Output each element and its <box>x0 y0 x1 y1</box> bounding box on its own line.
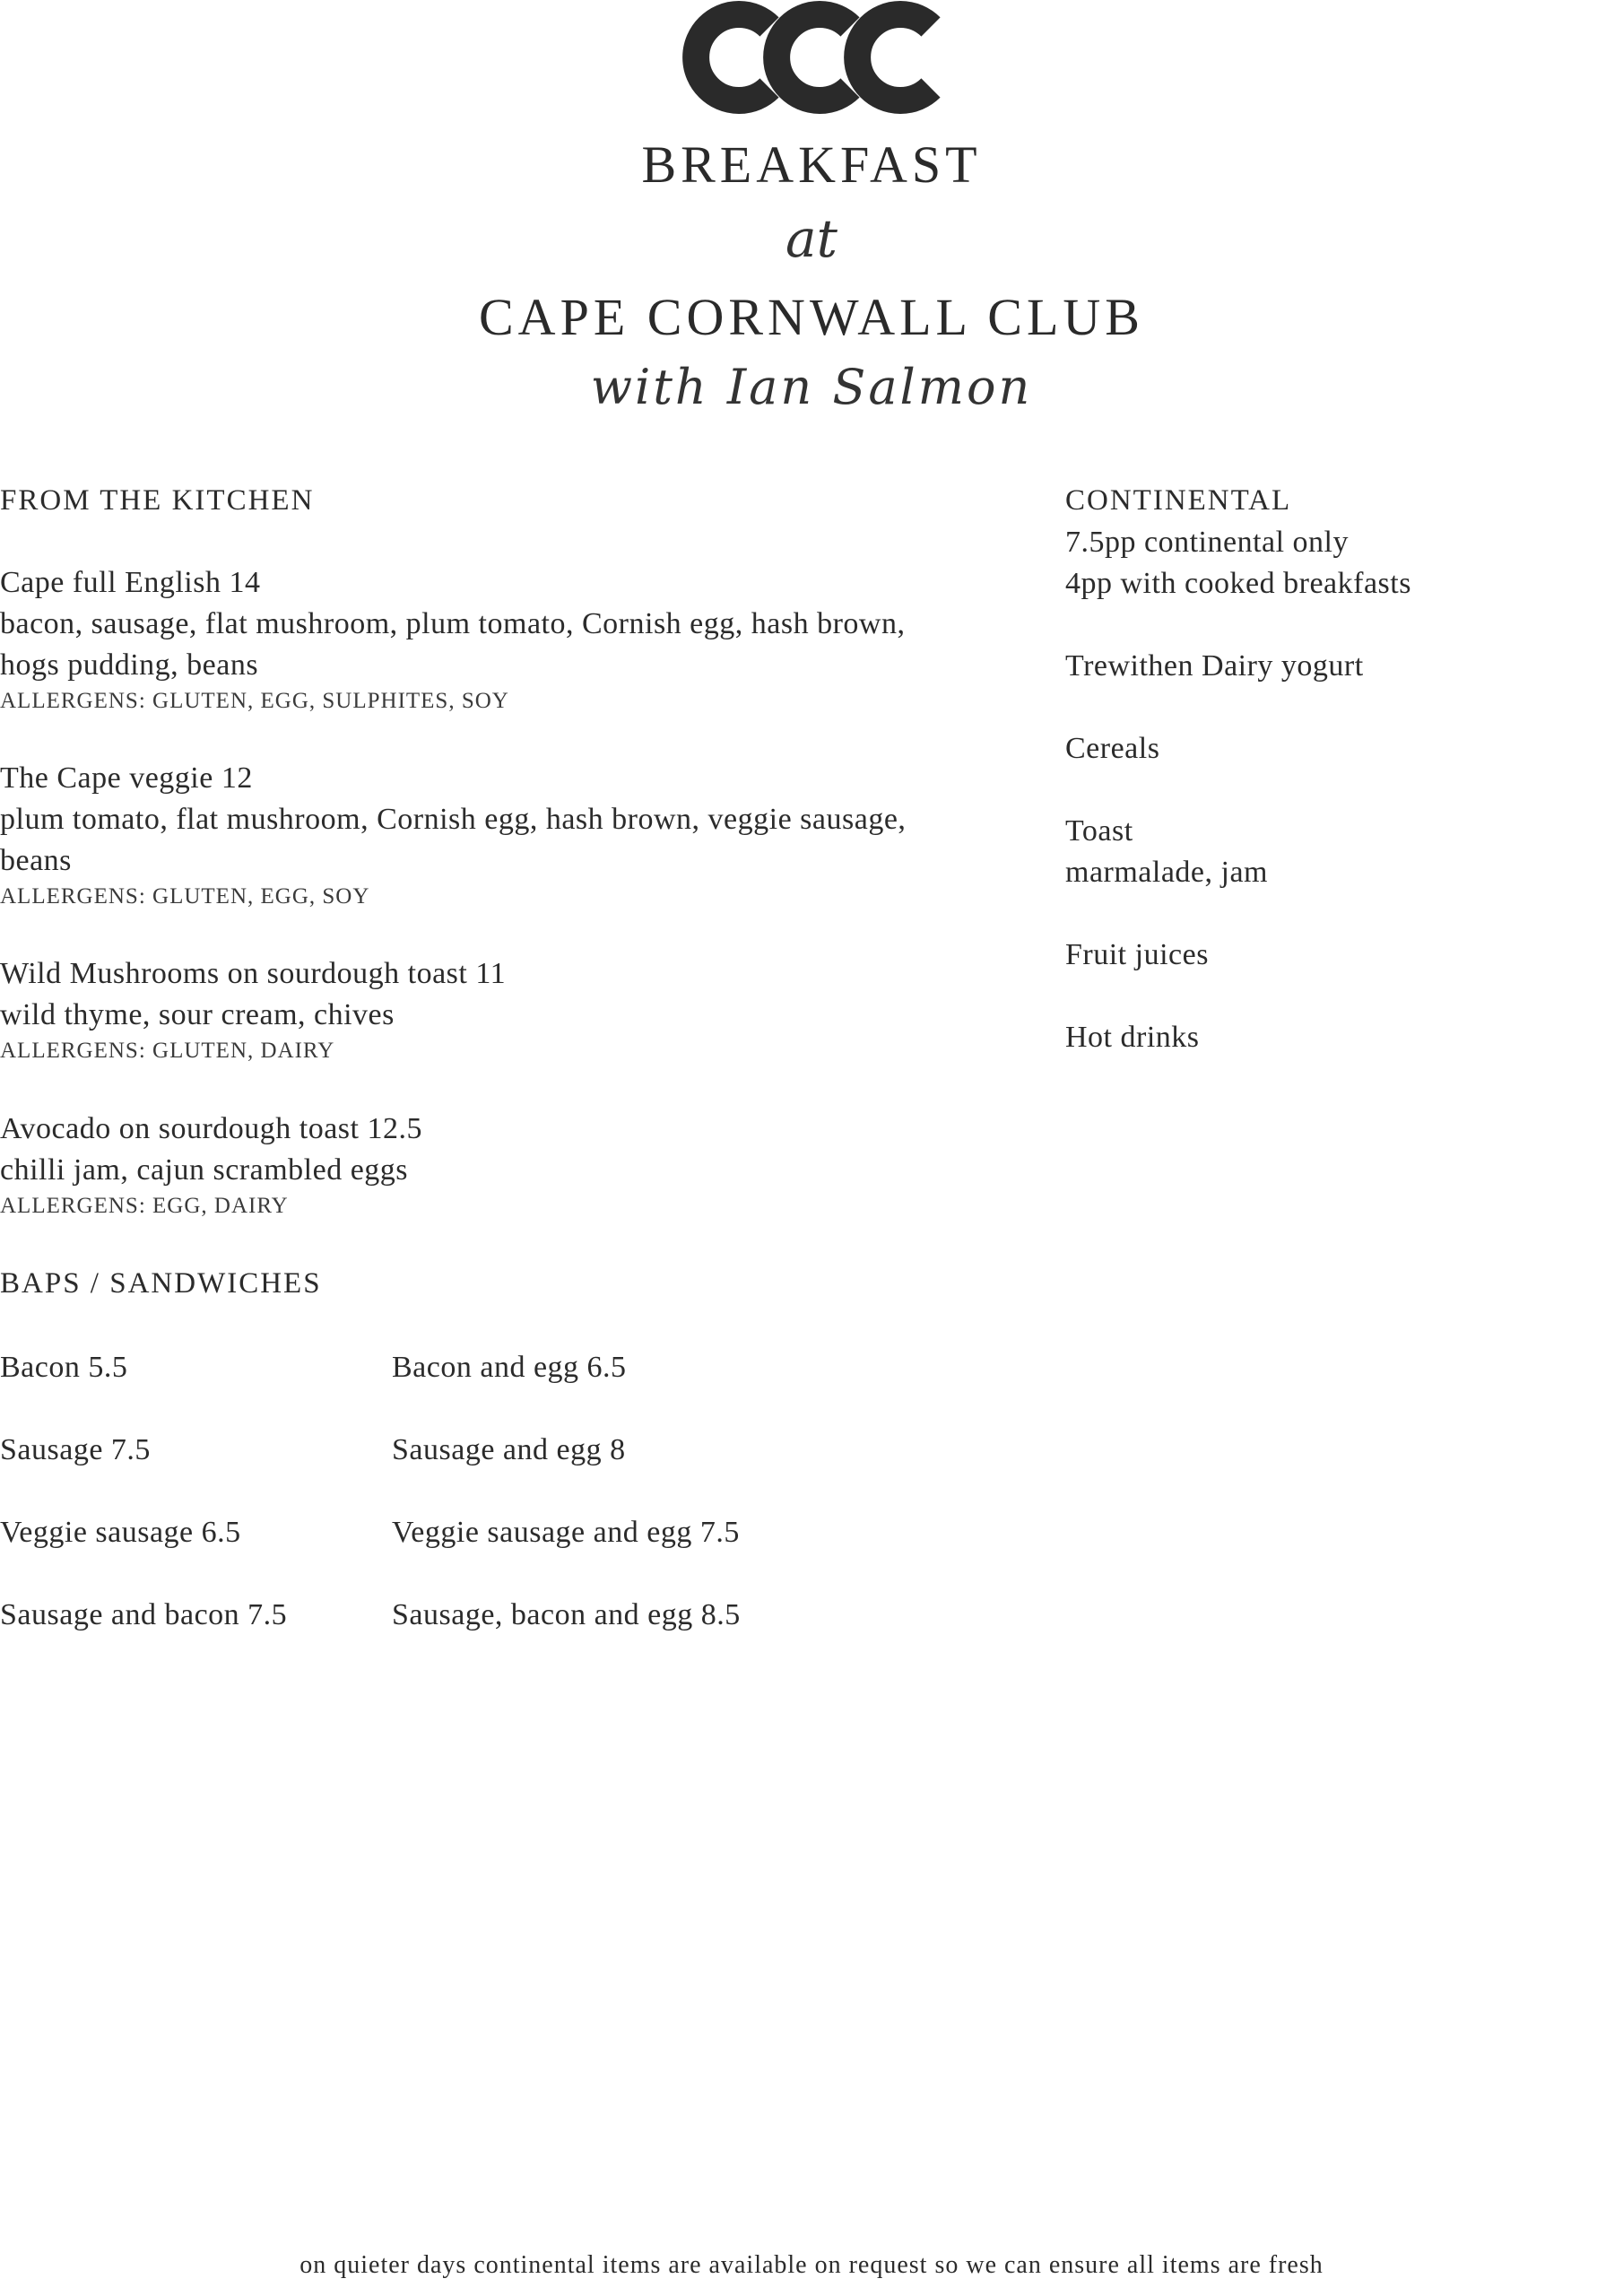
continental-item: Fruit juices <box>1065 938 1209 971</box>
continental-heading: CONTINENTAL <box>1065 484 1292 517</box>
item-name: Avocado on sourdough toast 12.5 <box>0 1112 422 1145</box>
at-script: at <box>785 208 838 269</box>
continental-price: 4pp with cooked breakfasts <box>1065 567 1411 600</box>
kitchen-heading: FROM THE KITCHEN <box>0 484 315 517</box>
bap-item: Bacon 5.5 <box>0 1351 128 1384</box>
bap-item: Veggie sausage and egg 7.5 <box>392 1516 740 1549</box>
item-name: The Cape veggie 12 <box>0 761 253 795</box>
bap-item: Sausage and bacon 7.5 <box>0 1598 288 1631</box>
item-allergens: ALLERGENS: GLUTEN, DAIRY <box>0 1039 335 1063</box>
continental-price: 7.5pp continental only <box>1065 526 1350 559</box>
footer-note: on quieter days continental items are available on request so we can ensure all items are fresh <box>299 2251 1324 2279</box>
baps-heading: BAPS / SANDWICHES <box>0 1267 322 1300</box>
item-desc: bacon, sausage, flat mushroom, plum tomato, Cornish egg, hash brown, <box>0 607 906 640</box>
item-allergens: ALLERGENS: EGG, DAIRY <box>0 1194 289 1218</box>
continental-item: Toast <box>1065 814 1133 848</box>
continental-item: Cereals <box>1065 732 1160 765</box>
item-name: Cape full English 14 <box>0 566 261 599</box>
bap-item: Sausage 7.5 <box>0 1433 151 1466</box>
item-desc: wild thyme, sour cream, chives <box>0 998 395 1031</box>
item-desc: plum tomato, flat mushroom, Cornish egg, hash brown, veggie sausage, <box>0 803 907 836</box>
bap-item: Veggie sausage 6.5 <box>0 1516 241 1549</box>
bap-item: Sausage, bacon and egg 8.5 <box>392 1598 741 1631</box>
bap-item: Sausage and egg 8 <box>392 1433 626 1466</box>
continental-item: Trewithen Dairy yogurt <box>1065 649 1364 683</box>
item-desc: beans <box>0 844 72 877</box>
continental-item: Hot drinks <box>1065 1021 1200 1054</box>
item-name: Wild Mushrooms on sourdough toast 11 <box>0 957 507 990</box>
continental-item-desc: marmalade, jam <box>1065 856 1269 889</box>
item-desc: hogs pudding, beans <box>0 648 259 682</box>
bap-item: Bacon and egg 6.5 <box>392 1351 627 1384</box>
item-allergens: ALLERGENS: GLUTEN, EGG, SULPHITES, SOY <box>0 689 509 713</box>
breakfast-title: BREAKFAST <box>641 135 982 194</box>
item-allergens: ALLERGENS: GLUTEN, EGG, SOY <box>0 884 370 909</box>
item-desc: chilli jam, cajun scrambled eggs <box>0 1153 409 1187</box>
club-title: CAPE CORNWALL CLUB <box>479 288 1144 346</box>
ccc-logo <box>673 0 959 115</box>
with-ian-salmon-script: with Ian Salmon <box>590 359 1033 415</box>
